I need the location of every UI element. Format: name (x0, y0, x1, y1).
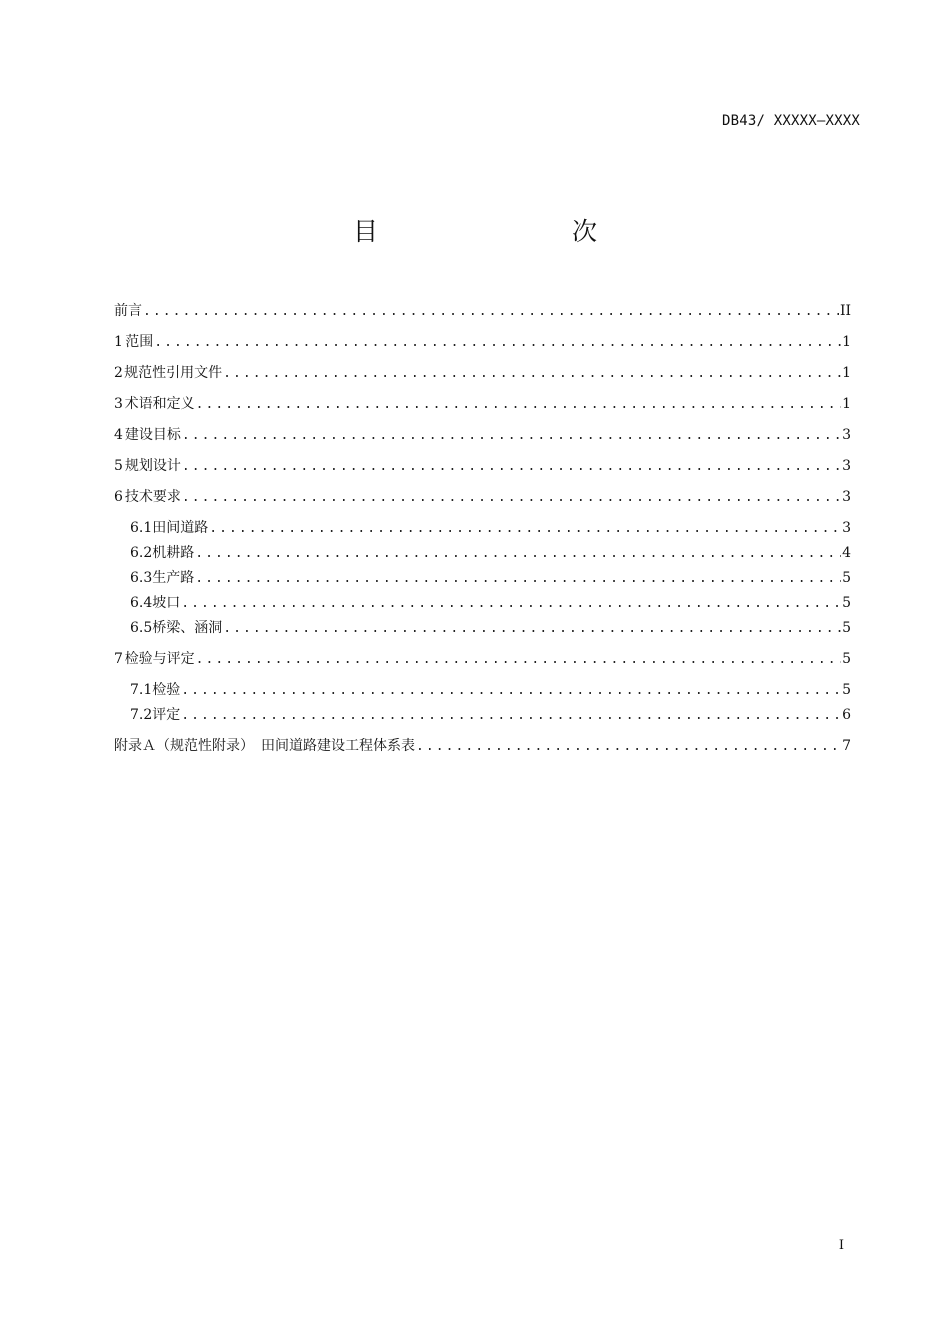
toc-entry-text: 术语和定义 (124, 396, 195, 412)
toc-subentry-inspection[interactable] (130, 680, 851, 700)
dot-leader (196, 395, 841, 415)
toc-entry-number: 7.2 (130, 707, 153, 723)
toc-entry-number: 6.3 (130, 570, 153, 586)
toc-entry-page: 1 (842, 396, 851, 412)
toc-entry-text: 附录Ａ（规范性附录） 田间道路建设工程体系表 (114, 738, 415, 754)
toc-entry-text: 田间道路 (152, 520, 209, 536)
dot-leader (209, 519, 841, 539)
toc-entry-terms-definitions[interactable] (114, 394, 851, 414)
dot-leader (181, 681, 841, 701)
toc-entry-number: 6 (114, 489, 123, 505)
dot-leader (416, 737, 841, 757)
toc-entry-page: 3 (842, 520, 851, 536)
toc-entry-normative-references[interactable] (114, 363, 851, 383)
dot-leader (182, 426, 841, 446)
toc-entry-text: 检验 (152, 682, 181, 698)
toc-entry-text: 坡口 (152, 595, 181, 611)
toc-entry-text: 技术要求 (124, 489, 181, 505)
toc-entry-text: 规划设计 (124, 458, 181, 474)
toc-entry-scope[interactable] (114, 332, 851, 352)
dot-leader (223, 364, 841, 384)
toc-entry-number: 1 (114, 334, 123, 350)
toc-entry-number: 4 (114, 427, 123, 443)
dot-leader (223, 619, 841, 639)
toc-subentry-slope-entrances[interactable] (130, 593, 851, 613)
document-code: DB43/ XXXXX—XXXX (721, 113, 860, 129)
dot-leader (196, 650, 841, 670)
dot-leader (143, 302, 839, 322)
toc-entry-number: 5 (114, 458, 123, 474)
dot-leader (182, 488, 841, 508)
toc-entry-text: 桥梁、涵洞 (152, 620, 223, 636)
toc-entry-page: 5 (842, 651, 851, 667)
toc-entry-number: 7.1 (130, 682, 153, 698)
toc-entry-page: 3 (842, 427, 851, 443)
toc-entry-text: 建设目标 (124, 427, 181, 443)
toc-entry-construction-goals[interactable] (114, 425, 851, 445)
toc-subentry-field-roads[interactable] (130, 518, 851, 538)
toc-entry-text: 评定 (152, 707, 181, 723)
toc-entry-page: 3 (842, 458, 851, 474)
toc-entry-page: 4 (842, 545, 851, 561)
toc-entry-number: 3 (114, 396, 123, 412)
toc-entry-number: 7 (114, 651, 123, 667)
toc-entry-page: 3 (842, 489, 851, 505)
toc-entry-number: 2 (114, 365, 123, 381)
dot-leader (181, 706, 841, 726)
toc-entry-number: 6.1 (130, 520, 153, 536)
toc-entry-text: 检验与评定 (124, 651, 195, 667)
dot-leader (182, 457, 841, 477)
dot-leader (195, 569, 841, 589)
toc-subentry-machine-roads[interactable] (130, 543, 851, 563)
toc-entry-text: 规范性引用文件 (124, 365, 223, 381)
toc-entry-preface[interactable] (114, 301, 851, 321)
dot-leader (154, 333, 841, 353)
toc-entry-page: II (839, 303, 851, 319)
toc-entry-page: 1 (842, 365, 851, 381)
toc-entry-inspection-evaluation[interactable] (114, 649, 851, 669)
toc-entry-text: 前言 (114, 303, 142, 319)
toc-entry-appendix-a[interactable] (114, 736, 851, 756)
page-title: 目 次 (352, 217, 645, 246)
toc-subentry-bridges-culverts[interactable] (130, 618, 851, 638)
toc-entry-page: 7 (842, 738, 851, 754)
dot-leader (195, 544, 841, 564)
toc-entry-number: 6.5 (130, 620, 153, 636)
toc-entry-text: 范围 (125, 334, 154, 350)
toc-entry-page: 5 (842, 682, 851, 698)
toc-subentry-evaluation[interactable] (130, 705, 851, 725)
toc-entry-page: 5 (842, 620, 851, 636)
dot-leader (181, 594, 841, 614)
toc-entry-page: 5 (842, 595, 851, 611)
toc-entry-page: 5 (842, 570, 851, 586)
toc-entry-technical-requirements[interactable] (114, 487, 851, 507)
toc-entry-page: 1 (842, 334, 851, 350)
toc-entry-page: 6 (842, 707, 851, 723)
page-number: I (838, 1238, 844, 1253)
toc-subentry-production-roads[interactable] (130, 568, 851, 588)
toc-entry-planning-design[interactable] (114, 456, 851, 476)
toc-entry-number: 6.2 (130, 545, 153, 561)
toc-entry-text: 机耕路 (152, 545, 195, 561)
toc-entry-number: 6.4 (130, 595, 153, 611)
toc-entry-text: 生产路 (152, 570, 195, 586)
